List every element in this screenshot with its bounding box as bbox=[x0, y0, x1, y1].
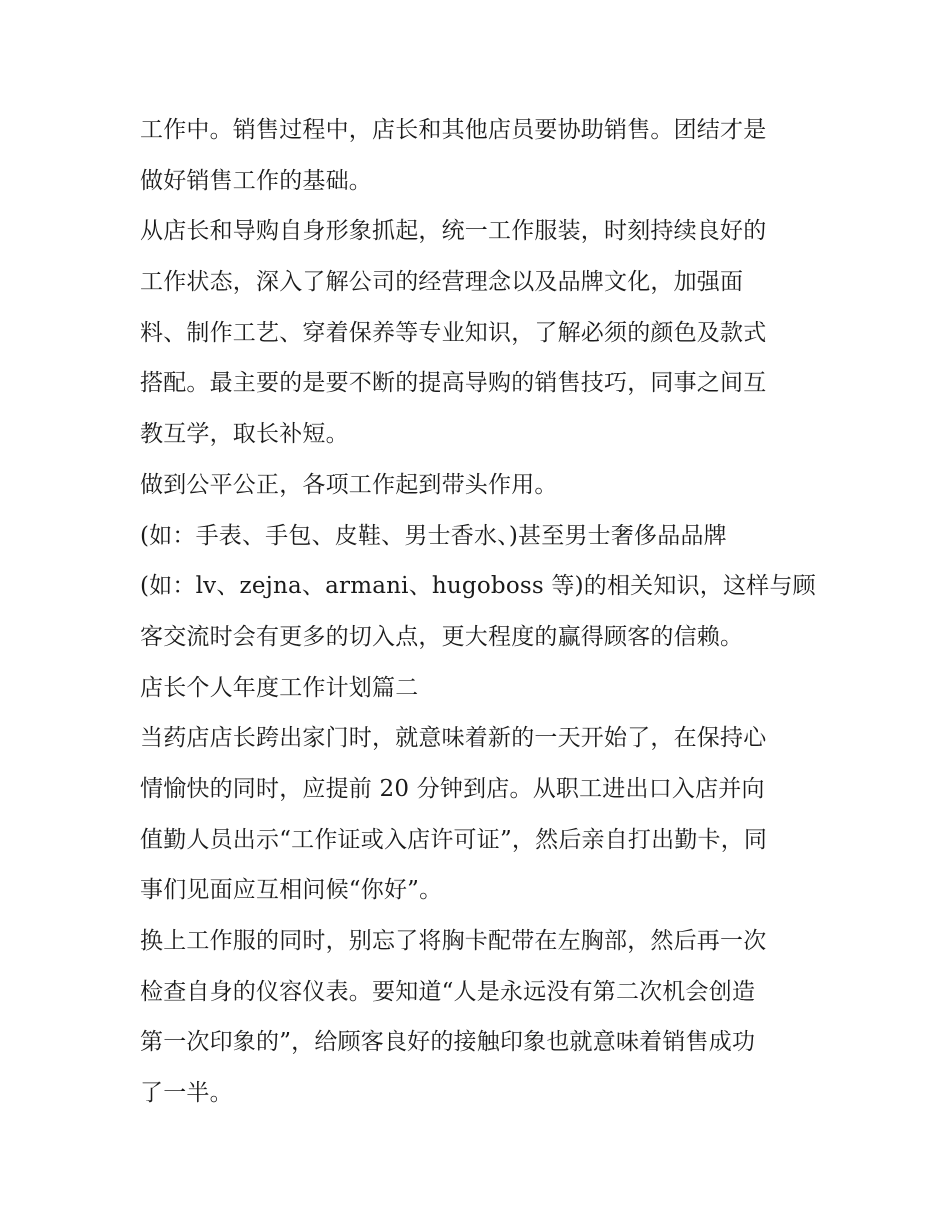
text-line: 料、制作工艺、穿着保养等专业知识，了解必须的颜色及款式 bbox=[140, 319, 767, 346]
text-line: 搭配。最主要的是要不断的提高导购的销售技巧，同事之间互 bbox=[140, 370, 767, 397]
text-line: 事们见面应互相问候“你好”。 bbox=[140, 877, 443, 904]
text-line: 值勤人员出示“工作证或入店许可证”，然后亲自打出勤卡，同 bbox=[140, 826, 768, 853]
document-body bbox=[140, 105, 820, 1119]
text-line: 当药店店长跨出家门时，就意味着新的一天开始了，在保持心 bbox=[140, 725, 767, 752]
text-line: 了一半。 bbox=[140, 1080, 233, 1107]
text-line: 第一次印象的”，给顾客良好的接触印象也就意味着销售成功 bbox=[140, 1029, 756, 1056]
text-line: 工作状态，深入了解公司的经营理念以及品牌文化，加强面 bbox=[140, 269, 744, 296]
text-line: 工作中。销售过程中，店长和其他店员要协助销售。团结才是 bbox=[140, 117, 767, 143]
text-line: 换上工作服的同时，别忘了将胸卡配带在左胸部，然后再一次 bbox=[140, 928, 767, 954]
text-line: (如：lv、zejna、armani、hugoboss 等)的相关知识，这样与顾 bbox=[140, 573, 816, 600]
section-heading: 店长个人年度工作计划篇二 bbox=[140, 674, 419, 701]
text-line: 做到公平公正，各项工作起到带头作用。 bbox=[140, 471, 558, 498]
text-line: 情愉快的同时，应提前 20 分钟到店。从职工进出口入店并向 bbox=[140, 775, 765, 802]
text-line: 从店长和导购自身形象抓起，统一工作服装，时刻持续良好的 bbox=[140, 218, 767, 245]
text-line: (如：手表、手包、皮鞋、男士香水、)甚至男士奢侈品品牌 bbox=[140, 522, 727, 549]
text-line: 做好销售工作的基础。 bbox=[140, 167, 372, 194]
text-line: 教互学，取长补短。 bbox=[140, 421, 349, 448]
text-line: 检查自身的仪容仪表。要知道“人是永远没有第二次机会创造 bbox=[140, 978, 756, 1005]
text-line: 客交流时会有更多的切入点，更大程度的赢得顾客的信赖。 bbox=[140, 623, 744, 650]
